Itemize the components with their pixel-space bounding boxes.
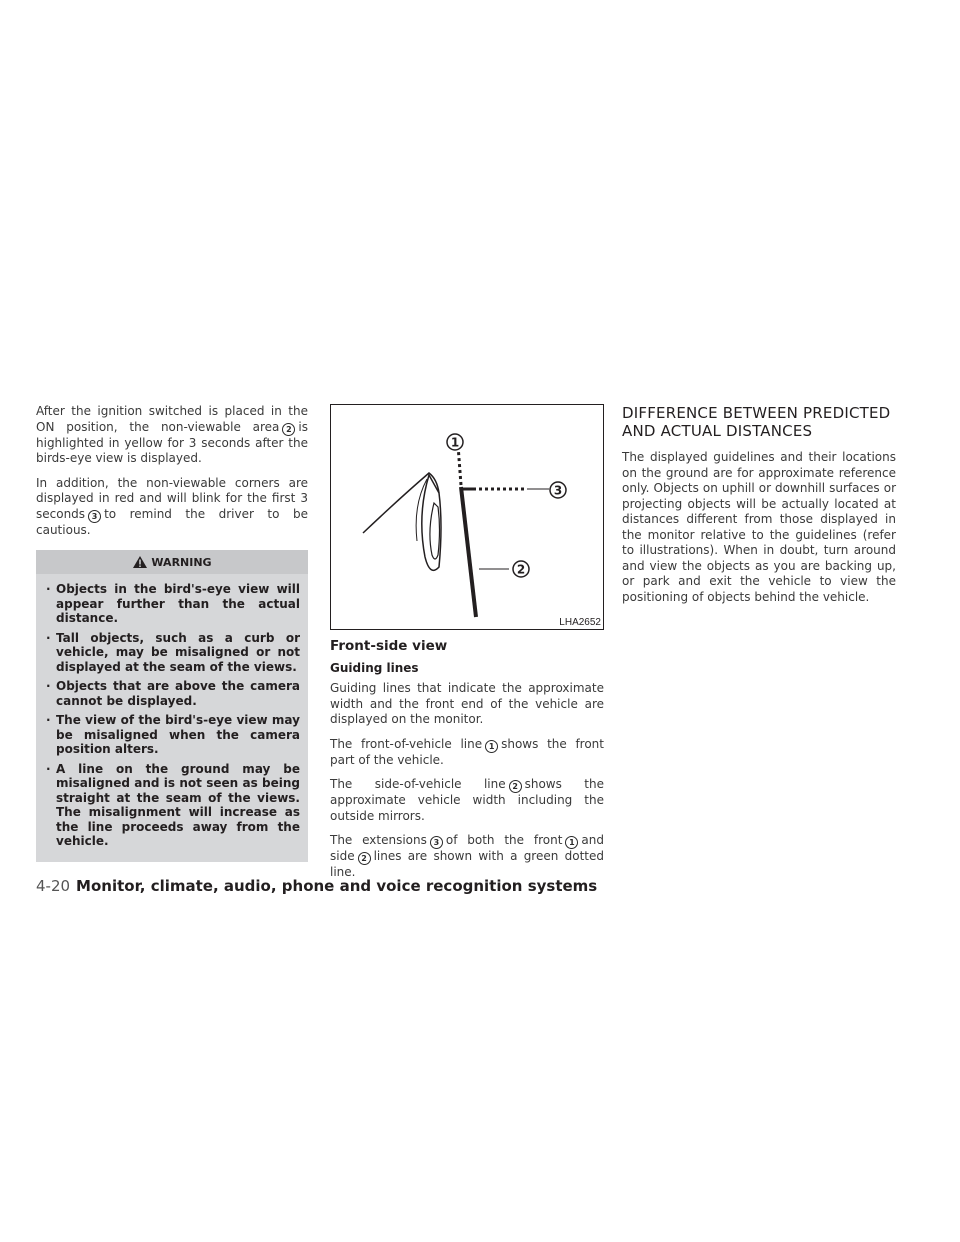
callout-2-icon: 2 — [282, 423, 295, 436]
callout-2-icon: 2 — [358, 852, 371, 865]
page-footer — [36, 877, 597, 895]
chapter-title: Monitor, climate, audio, phone and voice recognition systems — [76, 877, 598, 895]
page-number: 4-20 — [36, 877, 71, 895]
figure-code: LHA2652 — [559, 617, 601, 628]
warning-box — [36, 550, 308, 862]
callout-3-icon: 3 — [88, 510, 101, 523]
middle-column — [330, 404, 604, 890]
callout-1-icon: 1 — [485, 740, 498, 753]
guiding-lines-heading: Guiding lines — [330, 661, 419, 675]
difference-paragraph: The displayed guidelines and their locations on the ground are for approximate reference only. Objects on uphill or downhill surfaces or projecting objects will be actually located at distances different from those displayed in the monitor relative to the guidelines (refer to illustrations). When in doubt, turn around and view the objects as you are backing up, or park and exit the vehicle to view the positioning of objects behind the vehicle. — [622, 450, 896, 604]
side-of-vehicle-line — [461, 487, 476, 617]
guideline-diagram — [331, 405, 603, 629]
callout-2-label: 2 — [516, 562, 526, 577]
warning-item: · A line on the ground may be misaligned and is not seen as being straight at the seam of the views. The misalignment will increase as the line proceeds away from the vehicle. — [44, 762, 300, 849]
corners-paragraph: In addition, the non-viewable corners are displayed in red and will blink for the first 3 seconds 3 to remind the driver to be cautious. — [36, 475, 308, 537]
side-line-paragraph: The side-of-vehicle line 2 shows the approximate vehicle width including the outside mirrors. — [330, 777, 604, 823]
ignition-paragraph: After the ignition switched is placed in the ON position, the non-viewable area 2 is highlighted in yellow for 3 seconds after the birds-eye view is displayed. — [36, 404, 308, 465]
front-side-view-heading: Front-side view — [330, 638, 448, 654]
callout-3-icon: 3 — [430, 836, 443, 849]
warning-header — [36, 550, 308, 574]
warning-list — [36, 574, 308, 849]
callout-1-label: 1 — [450, 435, 460, 450]
section-heading: DIFFERENCE BETWEEN PREDICTED AND ACTUAL DISTANCES — [622, 404, 891, 440]
callout-2-icon: 2 — [509, 780, 522, 793]
warning-triangle-icon — [132, 555, 148, 569]
warning-title: WARNING — [151, 555, 212, 569]
callout-1-icon: 1 — [565, 836, 578, 849]
warning-item: · Tall objects, such as a curb or vehicle, may be misaligned or not displayed at the seam of the views. — [44, 631, 300, 675]
warning-item: · Objects that are above the camera cannot be displayed. — [44, 679, 300, 708]
guiding-lines-paragraph: Guiding lines that indicate the approximate width and the front end of the vehicle are displayed on the monitor. — [330, 681, 604, 726]
extensions-paragraph: The extensions 3 of both the front 1 and side 2 lines are shown with a green dotted line. — [330, 833, 604, 879]
warning-item: · The view of the bird's-eye view may be misaligned when the camera position alters. — [44, 713, 300, 757]
callout-3-label: 3 — [553, 483, 563, 498]
warning-item: · Objects in the bird's-eye view will appear further than the actual distance. — [44, 582, 300, 626]
front-side-view-illustration — [330, 404, 604, 630]
side-extension-dotted-line — [458, 445, 461, 485]
tire-inner — [430, 503, 440, 559]
right-column — [622, 404, 896, 614]
left-column — [36, 404, 308, 862]
front-line-paragraph: The front-of-vehicle line 1 shows the front part of the vehicle. — [330, 736, 604, 767]
